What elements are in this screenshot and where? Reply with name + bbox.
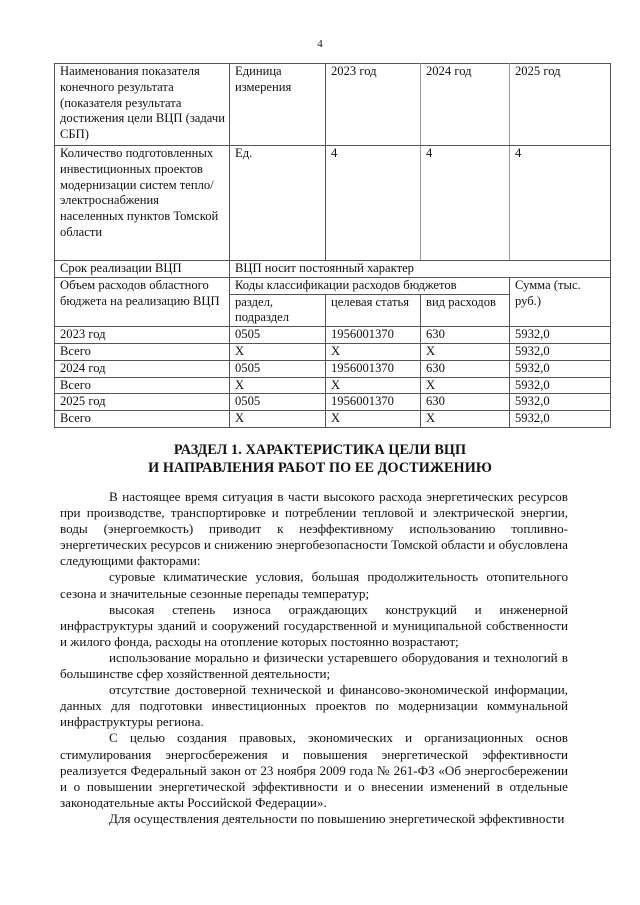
row-type: 630 <box>421 327 510 344</box>
row-label: Всего <box>55 343 230 360</box>
row-label: Всего <box>55 377 230 394</box>
row-section: 0505 <box>230 327 326 344</box>
row-type: X <box>421 343 510 360</box>
sum-label: Сумма (тыс. руб.) <box>510 277 611 326</box>
indicator-unit: Ед. <box>230 146 326 261</box>
subheader-section: раздел, подраздел <box>230 294 326 327</box>
subheader-type: вид расходов <box>421 294 510 327</box>
row-type: X <box>421 377 510 394</box>
row-article: X <box>326 411 421 428</box>
row-article: 1956001370 <box>326 327 421 344</box>
term-label: Срок реализации ВЦП <box>55 261 230 278</box>
header-year-2024: 2024 год <box>421 64 510 146</box>
table-row <box>55 377 611 394</box>
row-label: 2025 год <box>55 394 230 411</box>
codes-label: Коды классификации расходов бюджетов <box>230 277 510 294</box>
row-article: X <box>326 377 421 394</box>
budget-header-row <box>55 277 611 294</box>
row-article: 1956001370 <box>326 360 421 377</box>
section-title-line-2: И НАПРАВЛЕНИЯ РАБОТ ПО ЕЕ ДОСТИЖЕНИЮ <box>148 460 492 476</box>
page-number: 4 <box>317 38 323 50</box>
row-section: X <box>230 411 326 428</box>
row-section: 0505 <box>230 394 326 411</box>
row-sum: 5932,0 <box>510 377 611 394</box>
table-row <box>55 360 611 377</box>
row-article: 1956001370 <box>326 394 421 411</box>
row-sum: 5932,0 <box>510 360 611 377</box>
row-label: 2023 год <box>55 327 230 344</box>
row-sum: 5932,0 <box>510 411 611 428</box>
program-summary-table <box>54 63 611 428</box>
paragraph: отсутствие достоверной технической и финансово-экономической информации, данных для подготовки инвестиционных проектов по модернизации коммунальной инфраструктуры региона. <box>60 682 568 730</box>
row-section: 0505 <box>230 360 326 377</box>
row-label: 2024 год <box>55 360 230 377</box>
table-row <box>55 327 611 344</box>
section-body <box>60 489 568 827</box>
table-header-row <box>55 64 611 146</box>
subheader-article: целевая статья <box>326 294 421 327</box>
indicator-row <box>55 146 611 261</box>
row-label: Всего <box>55 411 230 428</box>
row-sum: 5932,0 <box>510 394 611 411</box>
table-row <box>55 411 611 428</box>
budget-label: Объем расходов областного бюджета на реализацию ВЦП <box>55 277 230 326</box>
section-title-line-1: РАЗДЕЛ 1. ХАРАКТЕРИСТИКА ЦЕЛИ ВЦП <box>173 442 467 458</box>
row-article: X <box>326 343 421 360</box>
indicator-value-2023: 4 <box>326 146 421 261</box>
indicator-name: Количество подготовленных инвестиционных проектов модернизации систем тепло/электроснабжения населенных пунктов Томской области <box>55 146 230 261</box>
paragraph: высокая степень износа ограждающих конструкций и инженерной инфраструктуры зданий и сооружений государственной и муниципальной собственности и жилого фонда, расходы на отопление которых постоянно возрастают; <box>60 601 568 649</box>
row-section: X <box>230 343 326 360</box>
paragraph: С целью создания правовых, экономических и организационных основ стимулирования энергосбережения и повышения энергетической эффективности реализуется Федеральный закон от 23 ноября 2009 года № 261-ФЗ «Об энергосбережении и о повышении энергетической эффективности и о внесении изменений в отдельные законодательные акты Российской Федерации». <box>60 730 568 810</box>
indicator-value-2025: 4 <box>510 146 611 261</box>
paragraph: суровые климатические условия, большая продолжительность отопительного сезона и значительные сезонные перепады температур; <box>60 569 568 601</box>
row-sum: 5932,0 <box>510 327 611 344</box>
row-type: 630 <box>421 394 510 411</box>
paragraph: Для осуществления деятельности по повышению энергетической эффективности <box>109 810 565 826</box>
term-value: ВЦП носит постоянный характер <box>230 261 611 278</box>
header-year-2025: 2025 год <box>510 64 611 146</box>
row-type: X <box>421 411 510 428</box>
paragraph: В настоящее время ситуация в части высокого расхода энергетических ресурсов при производстве, транспортировке и потреблении тепловой и электрической энергии, воды (энергоемкость) приводит к неэффективному использованию топливно-энергетических ресурсов и снижению энергобезопасности Томской области и обусловлена следующими факторами: <box>60 489 568 569</box>
term-row <box>55 261 611 278</box>
row-sum: 5932,0 <box>510 343 611 360</box>
row-section: X <box>230 377 326 394</box>
paragraph: использование морально и физически устаревшего оборудования и технологий в большинстве сфер хозяйственной деятельности; <box>60 649 568 682</box>
header-indicator: Наименования показателя конечного результата (показателя результата достижения цели ВЦП (задачи СБП) <box>55 64 230 146</box>
table-row <box>55 394 611 411</box>
row-type: 630 <box>421 360 510 377</box>
header-year-2023: 2023 год <box>326 64 421 146</box>
indicator-value-2024: 4 <box>421 146 510 261</box>
header-unit: Единица измерения <box>230 64 326 146</box>
table-row <box>55 343 611 360</box>
